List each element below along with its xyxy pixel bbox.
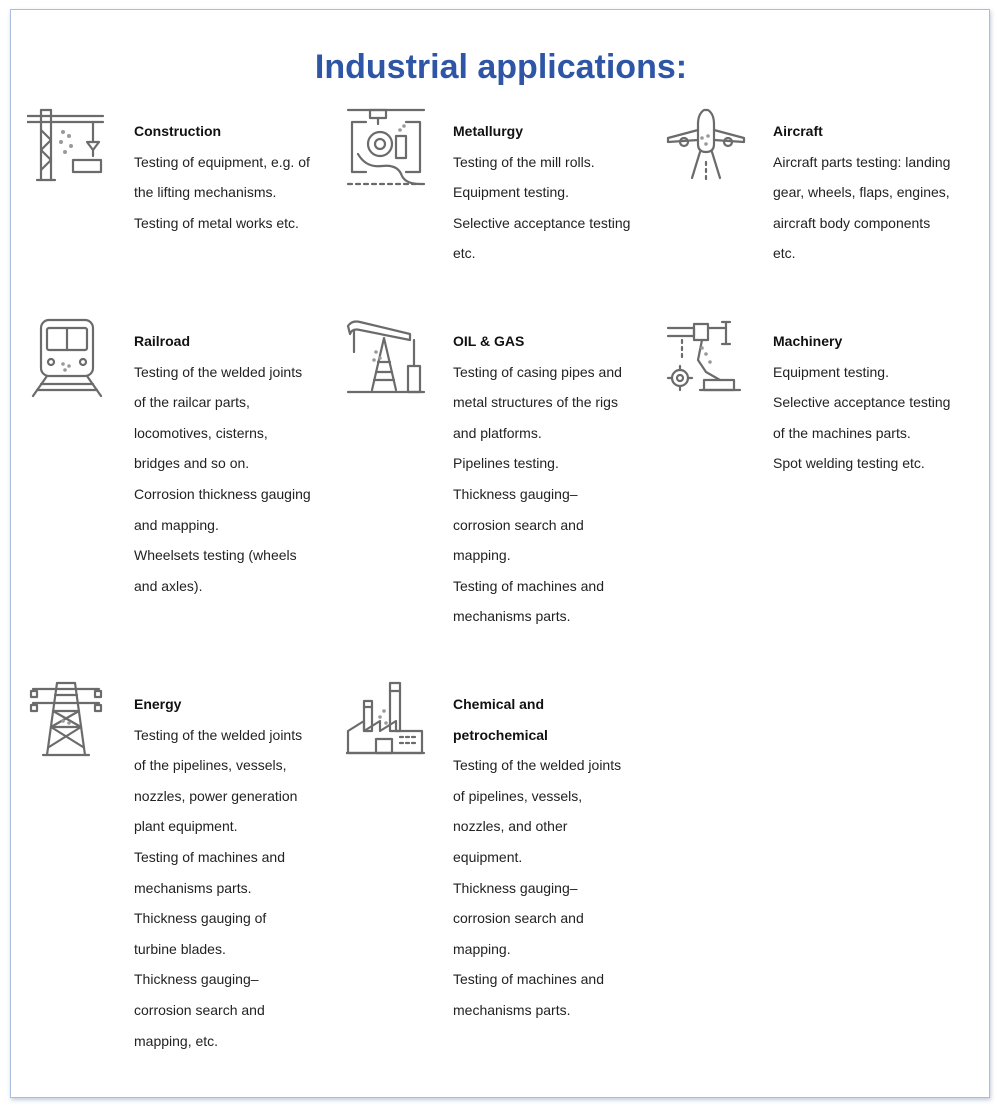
description-line: Pipelines testing. — [453, 455, 559, 472]
application-title: Energy — [134, 696, 182, 712]
application-description — [773, 357, 963, 479]
description-line: Thickness gauging– — [134, 971, 259, 988]
description-line: of pipelines, vessels, — [453, 787, 583, 804]
description-line: locomotives, cisterns, — [134, 424, 268, 441]
application-description — [453, 357, 643, 632]
description-line: turbine blades. — [134, 940, 226, 957]
description-line: aircraft body components — [773, 214, 931, 231]
description-line: Testing of the welded joints — [134, 726, 303, 743]
description-line: Testing of metal works etc. — [134, 214, 299, 231]
application-text — [773, 326, 963, 479]
application-description — [134, 720, 324, 1057]
application-text — [453, 689, 643, 1026]
description-line: Spot welding testing etc. — [773, 455, 925, 472]
description-line: Thickness gauging– — [453, 879, 578, 896]
application-text — [134, 689, 324, 1056]
description-line: and axles). — [134, 577, 203, 594]
construction-crane-icon — [27, 108, 107, 188]
description-line: corrosion search and — [453, 910, 584, 927]
description-line: Testing of the welded joints — [134, 363, 303, 380]
description-line: Wheelsets testing (wheels — [134, 547, 297, 564]
description-line: nozzles, power generation — [134, 787, 298, 804]
description-line: Testing of machines and — [453, 577, 604, 594]
description-line: the lifting mechanisms. — [134, 184, 277, 201]
description-line: mapping. — [453, 940, 511, 957]
content-frame — [10, 9, 990, 1098]
description-line: bridges and so on. — [134, 455, 250, 472]
description-line: corrosion search and — [453, 516, 584, 533]
description-line: plant equipment. — [134, 818, 238, 835]
application-description — [134, 357, 324, 602]
application-text — [134, 116, 324, 238]
application-description — [453, 147, 643, 269]
description-line: gear, wheels, flaps, engines, — [773, 184, 950, 201]
aircraft-icon — [666, 108, 746, 188]
application-description — [453, 750, 643, 1025]
description-line: Testing of machines and — [453, 971, 604, 988]
application-description — [134, 147, 324, 239]
description-line: mapping, etc. — [134, 1032, 219, 1049]
description-line: Thickness gauging– — [453, 485, 578, 502]
description-line: Selective acceptance testing — [773, 394, 951, 411]
page-title: Industrial applications: — [314, 48, 688, 86]
application-text — [134, 326, 324, 601]
description-line: and platforms. — [453, 424, 542, 441]
description-line: equipment. — [453, 848, 523, 865]
description-line: mechanisms parts. — [453, 608, 571, 625]
description-line: etc. — [453, 245, 476, 262]
description-line: of the machines parts. — [773, 424, 911, 441]
description-line: Testing of equipment, e.g. of — [134, 153, 310, 170]
description-line: Selective acceptance testing — [453, 214, 631, 231]
description-line: Testing of casing pipes and — [453, 363, 622, 380]
application-text — [453, 116, 643, 269]
description-line: Thickness gauging of — [134, 910, 267, 927]
description-line: metal structures of the rigs — [453, 394, 618, 411]
description-line: of the pipelines, vessels, — [134, 757, 287, 774]
description-line: mapping. — [453, 547, 511, 564]
description-line: Testing of machines and — [134, 848, 285, 865]
robot-arm-icon — [666, 318, 746, 398]
application-title: Railroad — [134, 333, 191, 349]
description-line: Corrosion thickness gauging — [134, 485, 311, 502]
application-description — [773, 147, 963, 269]
description-line: Equipment testing. — [453, 184, 569, 201]
description-line: nozzles, and other — [453, 818, 568, 835]
application-title: Chemical and petrochemical — [453, 696, 548, 743]
description-line: Equipment testing. — [773, 363, 889, 380]
oil-pump-icon — [346, 318, 426, 398]
application-title: Construction — [134, 123, 222, 139]
description-line: Testing of the welded joints — [453, 757, 622, 774]
application-title: Metallurgy — [453, 123, 524, 139]
application-text — [773, 116, 963, 269]
metallurgy-ladle-icon — [346, 108, 426, 188]
description-line: mechanisms parts. — [134, 879, 252, 896]
description-line: and mapping. — [134, 516, 219, 533]
description-line: mechanisms parts. — [453, 1001, 571, 1018]
application-title: OIL & GAS — [453, 333, 525, 349]
description-line: Testing of the mill rolls. — [453, 153, 595, 170]
power-tower-icon — [27, 681, 107, 761]
description-line: corrosion search and — [134, 1001, 265, 1018]
description-line: of the railcar parts, — [134, 394, 250, 411]
application-title: Machinery — [773, 333, 843, 349]
application-text — [453, 326, 643, 632]
description-line: Aircraft parts testing: landing — [773, 153, 951, 170]
train-icon — [27, 318, 107, 398]
description-line: etc. — [773, 245, 796, 262]
factory-icon — [346, 681, 426, 761]
application-title: Aircraft — [773, 123, 823, 139]
